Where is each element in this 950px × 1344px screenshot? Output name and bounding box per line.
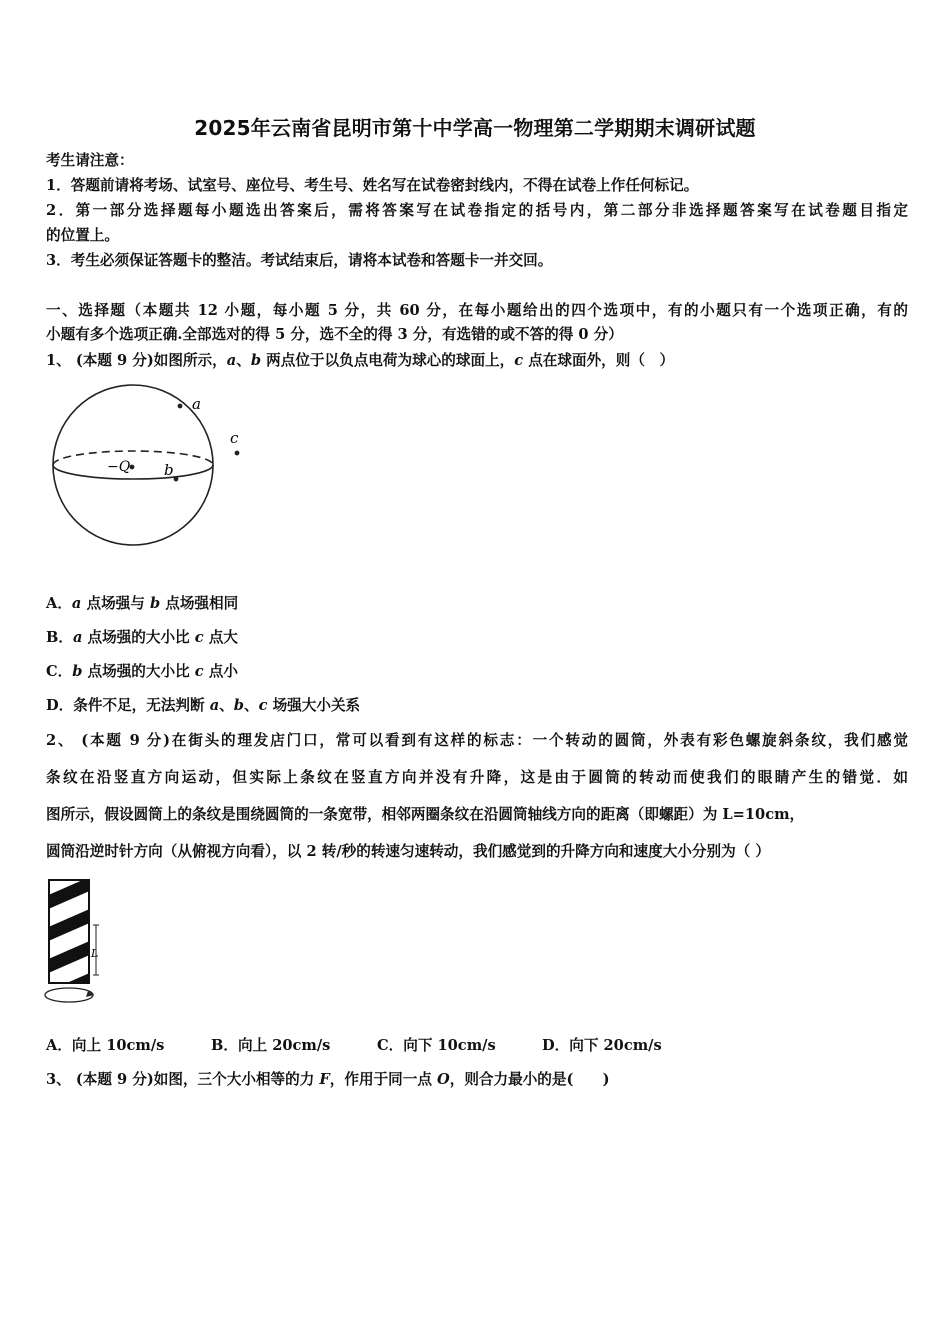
point-c-dot: [235, 451, 240, 456]
q3-stem: [46, 1070, 908, 1090]
q1-stem-text-a: 如图所示，: [153, 352, 227, 369]
option-text: 点场强的大小比: [82, 663, 195, 680]
q2-stem-line-4: [46, 842, 908, 862]
option-text: 向下: [403, 1037, 438, 1054]
option-letter: B．: [211, 1037, 238, 1054]
option-sep: 、: [219, 697, 234, 714]
option-letter: D．: [46, 697, 74, 714]
q2-option-a: [46, 1036, 164, 1056]
q1-score: (本题 9 分): [75, 352, 154, 369]
q3-text-a: 如图，三个大小相等的力: [153, 1071, 320, 1088]
q2-stem-line-3: [46, 805, 908, 825]
notice-heading: 考生请注意：: [46, 152, 134, 169]
option-text: 向下: [569, 1037, 604, 1054]
q2-barber-pole-figure: [44, 877, 114, 1011]
q3-number: 3、: [46, 1071, 71, 1088]
option-text: 点场强与: [81, 595, 150, 612]
q1-point-a: a: [226, 352, 237, 369]
q2-number: 2、: [46, 732, 75, 749]
exam-title: 2025年云南省昆明市第十中学高一物理第二学期期末调研试题: [194, 116, 756, 140]
option-value: 20cm/s: [603, 1037, 662, 1054]
option-var: b: [149, 595, 161, 612]
q2-text-4c: 转/秒的转速匀速转动，我们感觉到的升降方向和速度大小分别为（ ）: [316, 843, 770, 860]
q1-sep: 、: [236, 352, 251, 369]
notice-item-2: 2．第一部分选择题每小题选出答案后，需将答案写在试卷指定的括号内，第二部分非选择题答案写在试卷题目指定: [46, 202, 908, 219]
q2-text-3c: ，: [789, 806, 805, 823]
section-intro-line-1: 一、选择题（本题共 12 小题，每小题 5 分，共 60 分，在每小题给出的四个选项中，有的小题只有一个选项正确，有的: [46, 302, 908, 319]
option-sep: 、: [243, 697, 259, 714]
q2-option-d: [542, 1036, 662, 1056]
option-text: 点场强相同: [160, 595, 239, 612]
q1-point-c: c: [514, 352, 524, 369]
option-var: a: [71, 595, 82, 612]
option-var: c: [194, 629, 204, 646]
option-text: 条件不足，无法判断: [73, 697, 210, 714]
point-c-label: c: [230, 429, 239, 447]
q2-text-1: 在街头的理发店门口，常可以看到有这样的标志：一个转动的圆筒，外表有彩色螺旋斜条纹，我们感觉: [170, 732, 908, 749]
option-text: 场强大小关系: [267, 697, 361, 714]
pitch-label: L: [91, 947, 99, 960]
option-var: b: [72, 663, 83, 680]
q3-point-var: O: [437, 1071, 450, 1088]
option-letter: B．: [46, 629, 73, 646]
q2-stem-line-1: [46, 731, 908, 751]
option-var: c: [194, 663, 204, 680]
q1-stem: [46, 351, 908, 371]
option-value: 20cm/s: [272, 1037, 331, 1054]
q2-stem-line-2: 条纹在沿竖直方向运动，但实际上条纹在竖直方向并没有升降，这是由于圆筒的转动而使我们的眼睛产生的错觉．如: [46, 769, 908, 786]
q1-sphere-figure: [46, 385, 256, 555]
q2-speed-value: 2: [306, 843, 317, 860]
q3-force-var: F: [319, 1071, 330, 1088]
q3-text-b: ，作用于同一点: [329, 1071, 438, 1088]
option-letter: A．: [46, 595, 72, 612]
q1-option-a: [46, 594, 908, 614]
option-var: a: [72, 629, 83, 646]
option-letter: C．: [377, 1037, 404, 1054]
notice-item-2-cont: 的位置上。: [46, 227, 119, 244]
q2-text-3a: 图所示，假设圆筒上的条纹是围绕圆筒的一条宽带，相邻两圈条纹在沿圆筒轴线方向的距离（即螺距）为: [46, 806, 723, 823]
notice-item-1: 1．答题前请将考场、试室号、座位号、考生号、姓名写在试卷密封线内，不得在试卷上作任何标记。: [46, 177, 699, 194]
option-letter: D．: [542, 1037, 570, 1054]
charge-dot: [130, 465, 135, 470]
rotation-arrow: [45, 988, 93, 1002]
option-letter: C．: [46, 663, 73, 680]
q3-score: (本题 9 分): [75, 1071, 154, 1088]
q3-text-c: ，则合力最小的是( ): [449, 1071, 610, 1088]
option-letter: A．: [46, 1037, 72, 1054]
q1-option-d: [46, 696, 908, 716]
charge-label: −Q: [107, 459, 131, 475]
section-intro-line-2: 小题有多个选项正确.全部选对的得 5 分，选不全的得 3 分，有选错的或不答的得 0 分）: [46, 326, 623, 343]
option-text: 向上: [71, 1037, 107, 1054]
option-text: 点场强的大小比: [82, 629, 195, 646]
q1-point-b: b: [250, 352, 262, 369]
option-value: 10cm/s: [437, 1037, 496, 1054]
option-var: a: [209, 697, 220, 714]
option-text: 点大: [203, 629, 238, 646]
notice-item-3: 3．考生必须保证答题卡的整洁。考试结束后，请将本试卷和答题卡一并交回。: [46, 252, 553, 269]
point-b-label: b: [164, 461, 174, 479]
q2-score: (本题 9 分): [81, 732, 170, 749]
equator-back: [53, 451, 213, 465]
q2-option-b: [211, 1036, 330, 1056]
q1-stem-text-b: 两点位于以负点电荷为球心的球面上，: [261, 352, 515, 369]
option-var: b: [233, 697, 244, 714]
option-text: 向上: [237, 1037, 273, 1054]
point-b-dot: [174, 477, 179, 482]
q1-option-b: [46, 628, 908, 648]
q1-option-c: [46, 662, 908, 682]
q1-number: 1、: [46, 352, 71, 369]
q2-option-c: [377, 1036, 496, 1056]
q2-text-4a: 圆筒沿逆时针方向（从俯视方向看），以: [46, 843, 307, 860]
point-a-label: a: [192, 395, 201, 413]
option-var: c: [258, 697, 268, 714]
q1-stem-text-c: 点在球面外，则（ ）: [523, 352, 675, 369]
q2-pitch-value: L=10cm: [722, 806, 790, 823]
point-a-dot: [178, 404, 183, 409]
option-value: 10cm/s: [106, 1037, 165, 1054]
option-text: 点小: [203, 663, 238, 680]
